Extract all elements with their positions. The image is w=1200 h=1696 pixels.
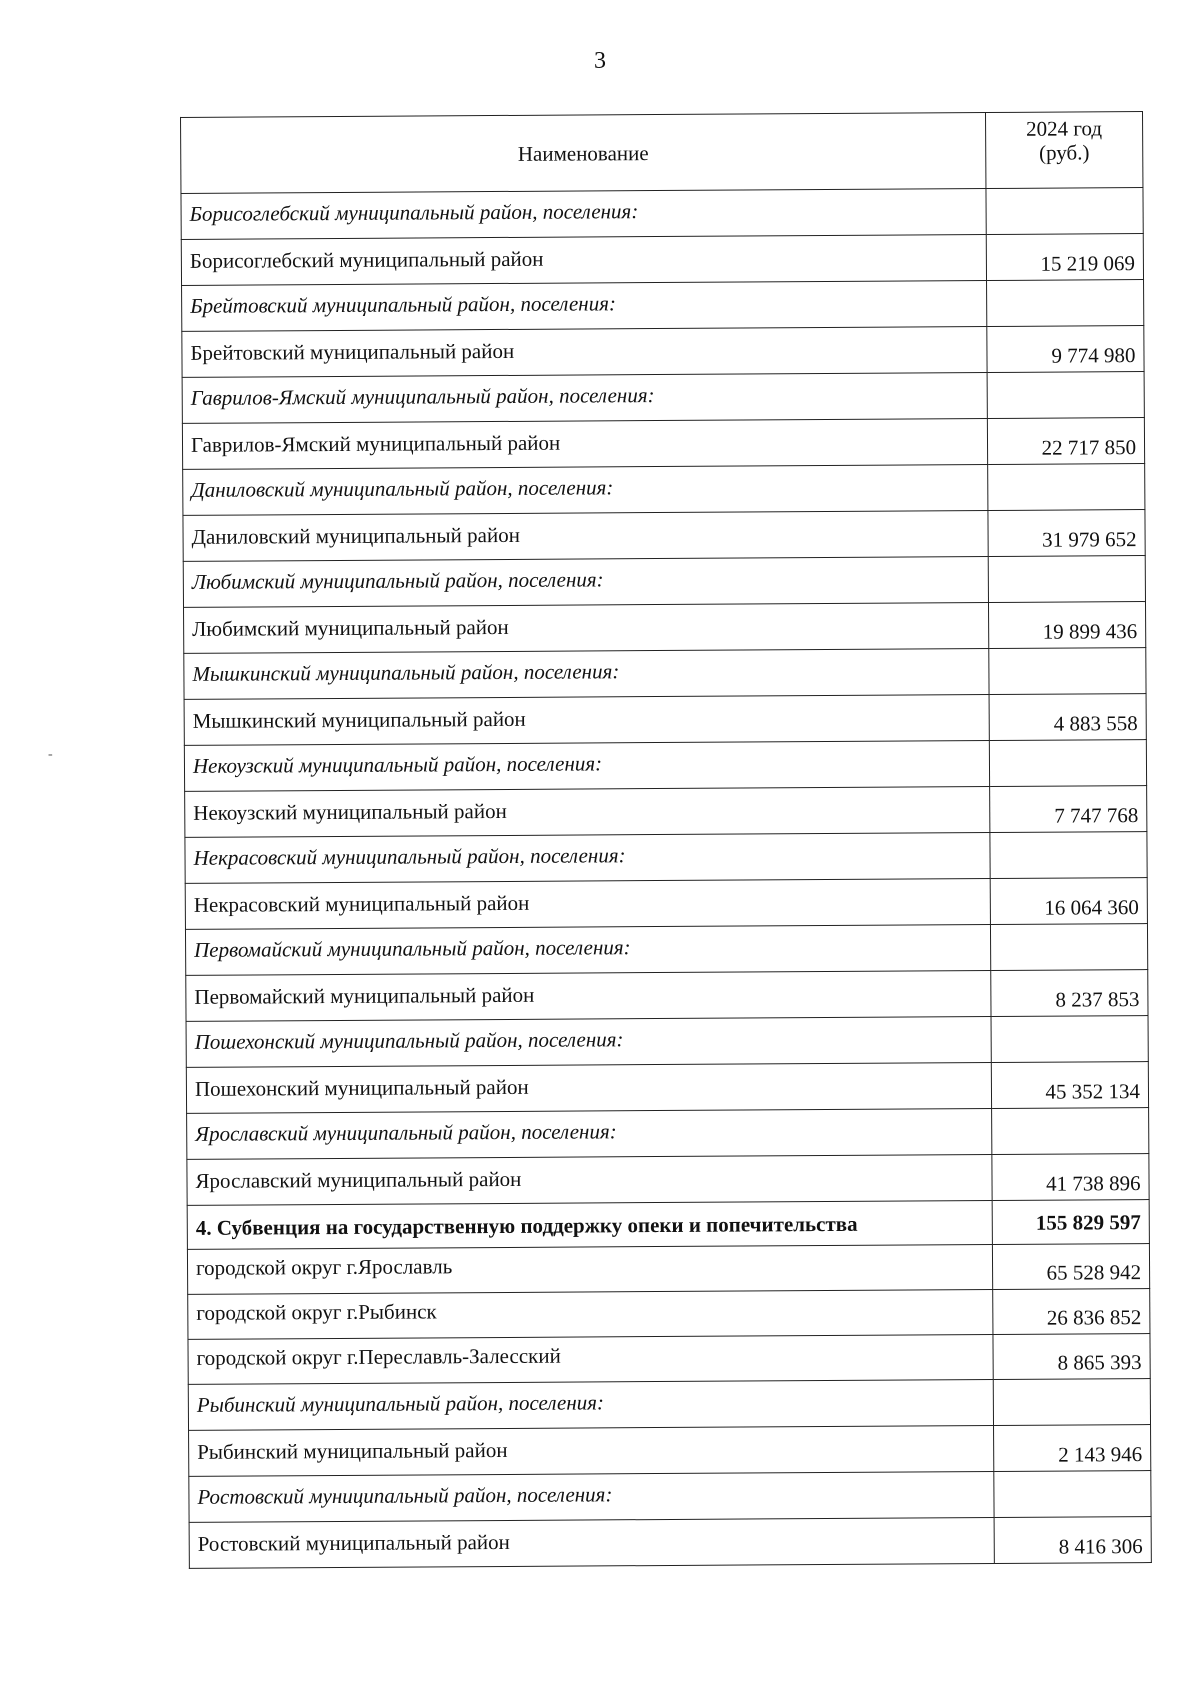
row-name: Брейтовский муниципальный район: [182, 327, 987, 378]
row-value: [989, 740, 1146, 787]
row-value: [986, 188, 1143, 235]
row-value: 4 883 558: [989, 694, 1146, 741]
row-name: городской округ г.Рыбинск: [188, 1289, 993, 1339]
group-heading: Рыбинский муниципальный район, поселения:: [188, 1379, 993, 1430]
group-row: [187, 1108, 1149, 1160]
row-value: [993, 1379, 1150, 1426]
column-header-unit: (руб.): [1038, 140, 1090, 165]
section-row: [187, 1200, 1149, 1250]
row-value: [988, 464, 1145, 511]
table-row: [181, 234, 1143, 286]
page-number: 3: [594, 48, 606, 74]
column-header-value: [985, 112, 1142, 189]
table-body: [181, 188, 1151, 1569]
table-row: [188, 1289, 1150, 1340]
table-row: [182, 418, 1144, 470]
row-name: Рыбинский муниципальный район: [189, 1425, 994, 1476]
table-row: [185, 786, 1147, 838]
row-value: 22 717 850: [987, 418, 1144, 465]
group-row: [182, 372, 1144, 424]
row-value: [990, 924, 1147, 971]
row-value: 7 747 768: [990, 786, 1147, 833]
row-name: городской округ г.Переславль-Залесский: [188, 1334, 993, 1384]
row-name: Некоузский муниципальный район: [185, 787, 990, 838]
section-total: 155 829 597: [992, 1200, 1149, 1245]
row-value: 31 979 652: [988, 510, 1145, 557]
group-row: [184, 740, 1146, 792]
row-name: Некрасовский муниципальный район: [185, 879, 990, 930]
table-row: [186, 970, 1148, 1022]
column-header-name: Наименование: [181, 113, 986, 194]
group-heading: Борисоглебский муниципальный район, поселения:: [181, 189, 986, 240]
row-value: [987, 280, 1144, 327]
row-value: 8 865 393: [993, 1334, 1150, 1380]
group-heading: Мышкинский муниципальный район, поселения:: [184, 649, 989, 700]
group-heading: Даниловский муниципальный район, поселения:: [183, 465, 988, 516]
row-name: Пошехонский муниципальный район: [186, 1063, 991, 1114]
row-name: Ростовский муниципальный район: [189, 1517, 994, 1568]
group-heading: Любимский муниципальный район, поселения:: [183, 557, 988, 608]
row-value: 19 899 436: [988, 602, 1145, 649]
group-heading: Ростовский муниципальный район, поселения:: [189, 1471, 994, 1522]
row-name: Ярославский муниципальный район: [187, 1155, 992, 1206]
table-row: [184, 694, 1146, 746]
subvention-table: [180, 111, 1152, 1569]
group-row: [185, 832, 1147, 884]
row-value: [987, 372, 1144, 419]
table-row: [189, 1517, 1151, 1569]
section-title: 4. Субвенция на государственную поддержку опеки и попечительства: [187, 1201, 992, 1250]
row-value: 16 064 360: [990, 878, 1147, 925]
row-value: 2 143 946: [994, 1425, 1151, 1472]
group-heading: Некоузский муниципальный район, поселения:: [184, 741, 989, 792]
row-value: 45 352 134: [991, 1062, 1148, 1109]
group-row: [183, 464, 1145, 516]
row-name: Даниловский муниципальный район: [183, 511, 988, 562]
group-row: [183, 556, 1145, 608]
group-heading: Ярославский муниципальный район, поселения:: [187, 1109, 992, 1160]
group-row: [182, 280, 1144, 332]
group-row: [181, 188, 1143, 240]
row-value: 8 416 306: [994, 1517, 1151, 1564]
row-value: 15 219 069: [986, 234, 1143, 281]
row-name: Гаврилов-Ямский муниципальный район: [182, 419, 987, 470]
group-heading: Первомайский муниципальный район, поселения:: [185, 925, 990, 976]
table-row: [189, 1425, 1151, 1477]
row-value: [989, 648, 1146, 695]
column-header-year: 2024 год: [1026, 116, 1103, 141]
table-row: [184, 602, 1146, 654]
table-row: [187, 1154, 1149, 1206]
table-row: [186, 1062, 1148, 1114]
row-value: 26 836 852: [993, 1289, 1150, 1335]
group-heading: Некрасовский муниципальный район, поселения:: [185, 833, 990, 884]
row-value: 8 237 853: [991, 970, 1148, 1017]
row-value: [994, 1471, 1151, 1518]
group-row: [188, 1379, 1150, 1431]
row-value: 9 774 980: [987, 326, 1144, 373]
table-row: [182, 326, 1144, 378]
row-name: Первомайский муниципальный район: [186, 971, 991, 1022]
group-row: [184, 648, 1146, 700]
row-value: [992, 1108, 1149, 1155]
row-name: Мышкинский муниципальный район: [184, 695, 989, 746]
row-value: [991, 1016, 1148, 1063]
group-heading: Брейтовский муниципальный район, поселения:: [182, 281, 987, 332]
row-value: 65 528 942: [992, 1244, 1149, 1290]
table-row: [183, 510, 1145, 562]
scan-speck: -: [48, 747, 53, 762]
group-row: [186, 1016, 1148, 1068]
table-row: [185, 878, 1147, 930]
row-name: Борисоглебский муниципальный район: [181, 235, 986, 286]
table-row: [187, 1244, 1149, 1295]
row-name: городской округ г.Ярославль: [187, 1244, 992, 1294]
row-value: [988, 556, 1145, 603]
table-header-row: [181, 112, 1143, 194]
group-row: [185, 924, 1147, 976]
row-value: 41 738 896: [992, 1154, 1149, 1201]
row-name: Любимский муниципальный район: [184, 603, 989, 654]
group-row: [189, 1471, 1151, 1523]
row-value: [990, 832, 1147, 879]
group-heading: Пошехонский муниципальный район, поселения:: [186, 1017, 991, 1068]
table-row: [188, 1334, 1150, 1385]
group-heading: Гаврилов-Ямский муниципальный район, поселения:: [182, 373, 987, 424]
